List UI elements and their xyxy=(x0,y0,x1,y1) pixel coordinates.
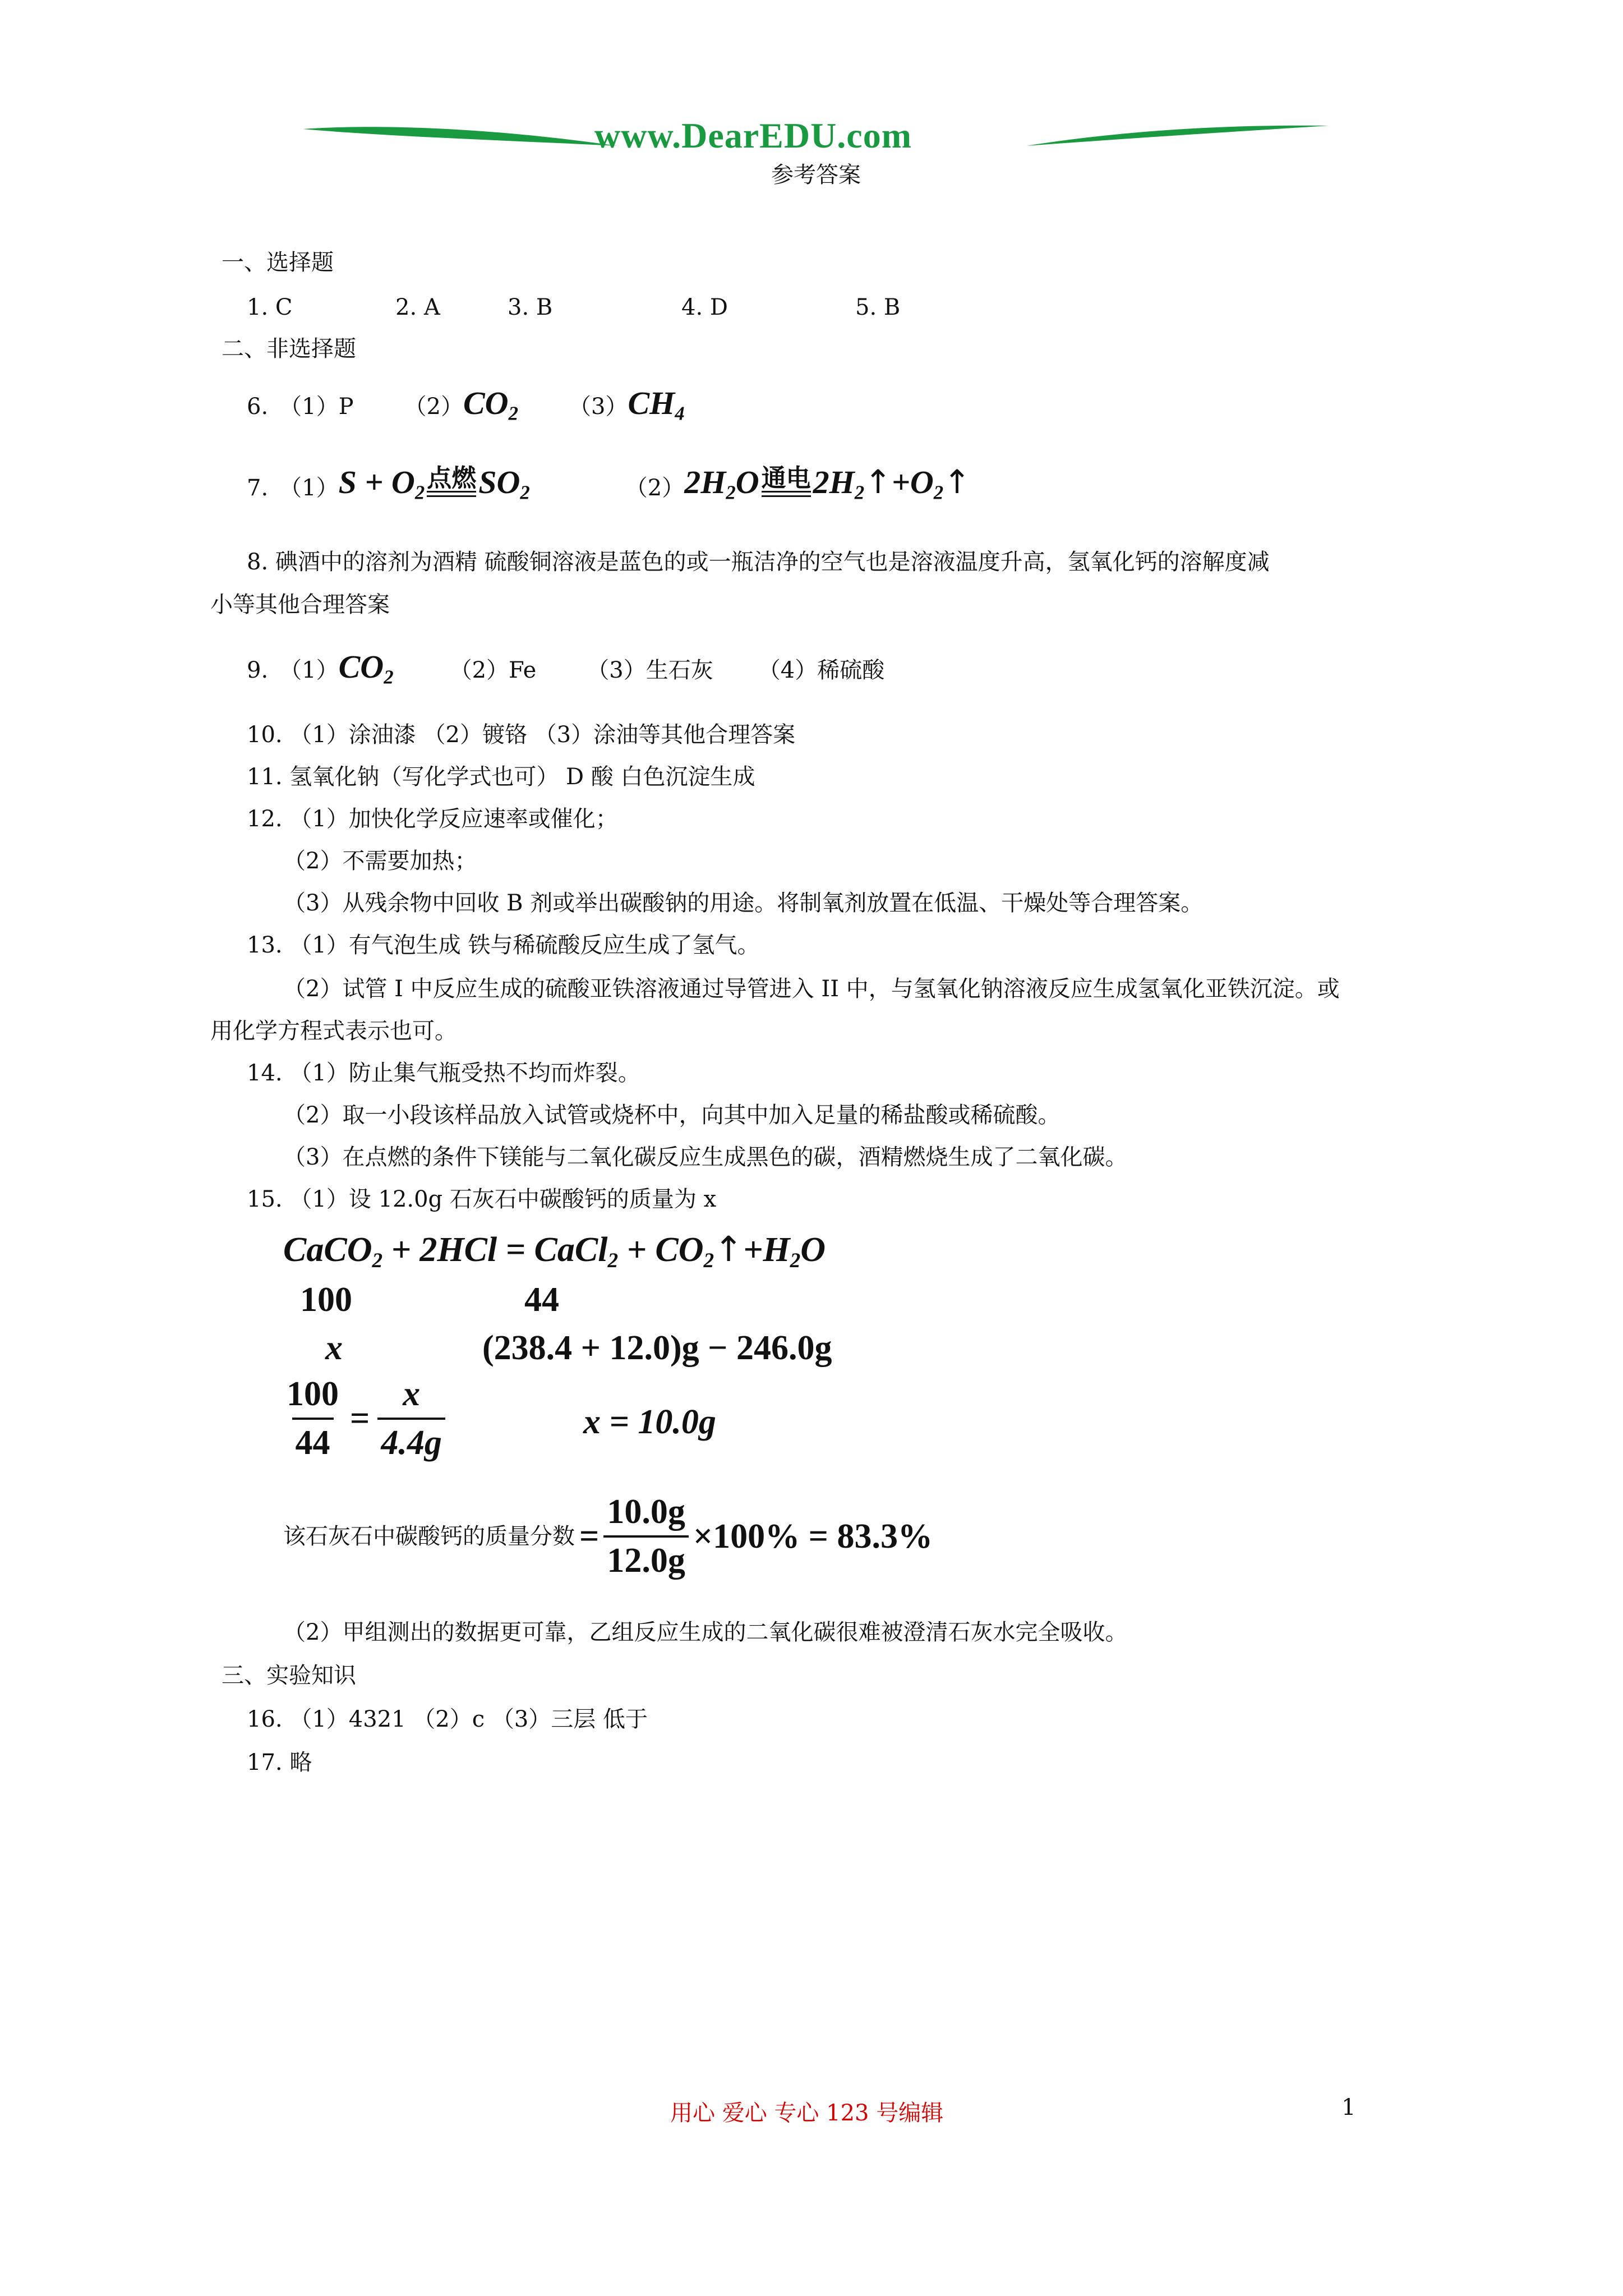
q15-x-result: x = 10.0g xyxy=(583,1403,716,1441)
q14-line2: （2）取一小段该样品放入试管或烧杯中，向其中加入足量的稀盐酸或稀硫酸。 xyxy=(283,1102,1061,1128)
q7-row xyxy=(247,463,971,504)
gas-arrow-icon: ↑ xyxy=(943,463,971,501)
q14-line3: （3）在点燃的条件下镁能与二氧化碳反应生成黑色的碳，酒精燃烧生成了二氧化碳。 xyxy=(283,1144,1128,1170)
q15-proportion: $\frac{100}{44}$ = $\frac{x}{4.4g}$ xyxy=(283,1374,445,1463)
q12-line1: 12. （1）加快化学反应速率或催化； xyxy=(247,806,618,832)
section-heading-experiment: 三、实验知识 xyxy=(222,1663,356,1688)
q15-unknown-x: x xyxy=(325,1329,343,1367)
q12-line2: （2）不需要加热； xyxy=(283,848,477,874)
gas-arrow-icon: ↑ xyxy=(864,463,892,501)
q9-part4: （4）稀硫酸 xyxy=(758,657,885,683)
header-swoosh-right xyxy=(1026,112,1329,157)
q9-co2: $CO_2$ xyxy=(338,648,394,688)
q7-condition-ignite: 点燃 xyxy=(427,466,476,503)
page-title: 参考答案 xyxy=(771,162,861,188)
q16: 16. （1）4321 （2）c （3）三层 低于 xyxy=(247,1706,648,1732)
q14-line1: 14. （1）防止集气瓶受热不均而炸裂。 xyxy=(247,1060,640,1086)
q6-part3-label: （3） xyxy=(568,394,628,420)
q13-line1: 13. （1）有气泡生成 铁与稀硫酸反应生成了氢气。 xyxy=(247,932,760,958)
q9-row xyxy=(247,648,885,688)
section-heading-nonchoice: 二、非选择题 xyxy=(222,336,356,362)
q6-part1: （1）P xyxy=(279,394,354,420)
page-number: 1 xyxy=(1341,2095,1356,2120)
q7-number: 7. xyxy=(247,475,269,501)
gas-arrow-icon: ↑ xyxy=(714,1228,744,1269)
q7-eq1-left: $S + O_2$ xyxy=(338,464,425,504)
q15-molar-100: 100 xyxy=(300,1281,352,1319)
q6-number: 6. xyxy=(247,394,269,420)
q8-line1: 8. 碘酒中的溶剂为酒精 硫酸铜溶液是蓝色的或一瓶洁净的空气也是溶液温度升高，氢氧化钙的溶解度减 xyxy=(247,549,1270,575)
q15-line2: （2）甲组测出的数据更可靠，乙组反应生成的二氧化碳很难被澄清石灰水完全吸收。 xyxy=(283,1619,1128,1645)
q15-molar-44: 44 xyxy=(524,1281,559,1319)
header-swoosh-left xyxy=(303,112,617,157)
q15-mass-expression: (238.4 + 12.0)g − 246.0g xyxy=(482,1329,832,1367)
answer-4: 4. D xyxy=(681,295,728,320)
q6-ch4: $CH_4$ xyxy=(628,385,685,425)
q13-line2: （2）试管 I 中反应生成的硫酸亚铁溶液通过导管进入 II 中，与氢氧化钠溶液反应生成氢氧化亚铁沉淀。或 xyxy=(283,976,1340,1002)
q15-percentage: 该石灰石中碳酸钙的质量分数 = $\frac{10.0g}{12.0g}$ ×100% = 83.3% xyxy=(283,1493,933,1580)
q9-part2: （2）Fe xyxy=(449,657,537,683)
q6-row xyxy=(247,387,685,424)
answer-5: 5. B xyxy=(855,295,901,320)
footer-editor-note: 用心 爱心 专心 123 号编辑 xyxy=(670,2100,944,2126)
q6-co2: $CO_2$ xyxy=(463,385,518,425)
q7-eq2-right: $2H_2↑+O_2↑$ xyxy=(813,463,971,504)
q13-line3: 用化学方程式表示也可。 xyxy=(210,1018,457,1044)
q17: 17. 略 xyxy=(247,1750,312,1775)
q11: 11. 氢氧化钠（写化学式也可） D 酸 白色沉淀生成 xyxy=(247,764,755,790)
answer-1: 1. C xyxy=(247,295,293,320)
q7-eq2-left: $2H_2O$ xyxy=(684,464,759,504)
q7-part1-label: （1） xyxy=(279,475,339,501)
section-heading-choice: 一、选择题 xyxy=(222,250,334,275)
q10: 10. （1）涂油漆 （2）镀铬 （3）涂油等其他合理答案 xyxy=(247,722,796,748)
q9-number: 9. xyxy=(247,657,269,683)
q7-part2-label: （2） xyxy=(625,475,685,501)
q7-condition-electrolysis: 通电 xyxy=(762,466,811,503)
q15-line1: 15. （1）设 12.0g 石灰石中碳酸钙的质量为 x xyxy=(247,1186,717,1212)
answer-3: 3. B xyxy=(508,295,553,320)
q7-eq1-right: $SO_2$ xyxy=(478,464,530,504)
q12-line3: （3）从残余物中回收 B 剂或举出碳酸钠的用途。将制氧剂放置在低温、干燥处等合理答案。 xyxy=(283,890,1204,916)
q9-part3: （3）生石灰 xyxy=(587,657,713,683)
q6-part2-label: （2） xyxy=(404,394,463,420)
q15-equation: CaCO$_2$ + 2HCl = CaCl$_2$ + $CO_2↑+H_2O$ xyxy=(283,1228,826,1273)
site-logo: www.DearEDU.com xyxy=(594,116,912,155)
q8-line2: 小等其他合理答案 xyxy=(210,592,390,618)
q9-part1-label: （1） xyxy=(279,657,339,683)
answer-2: 2. A xyxy=(395,295,440,320)
